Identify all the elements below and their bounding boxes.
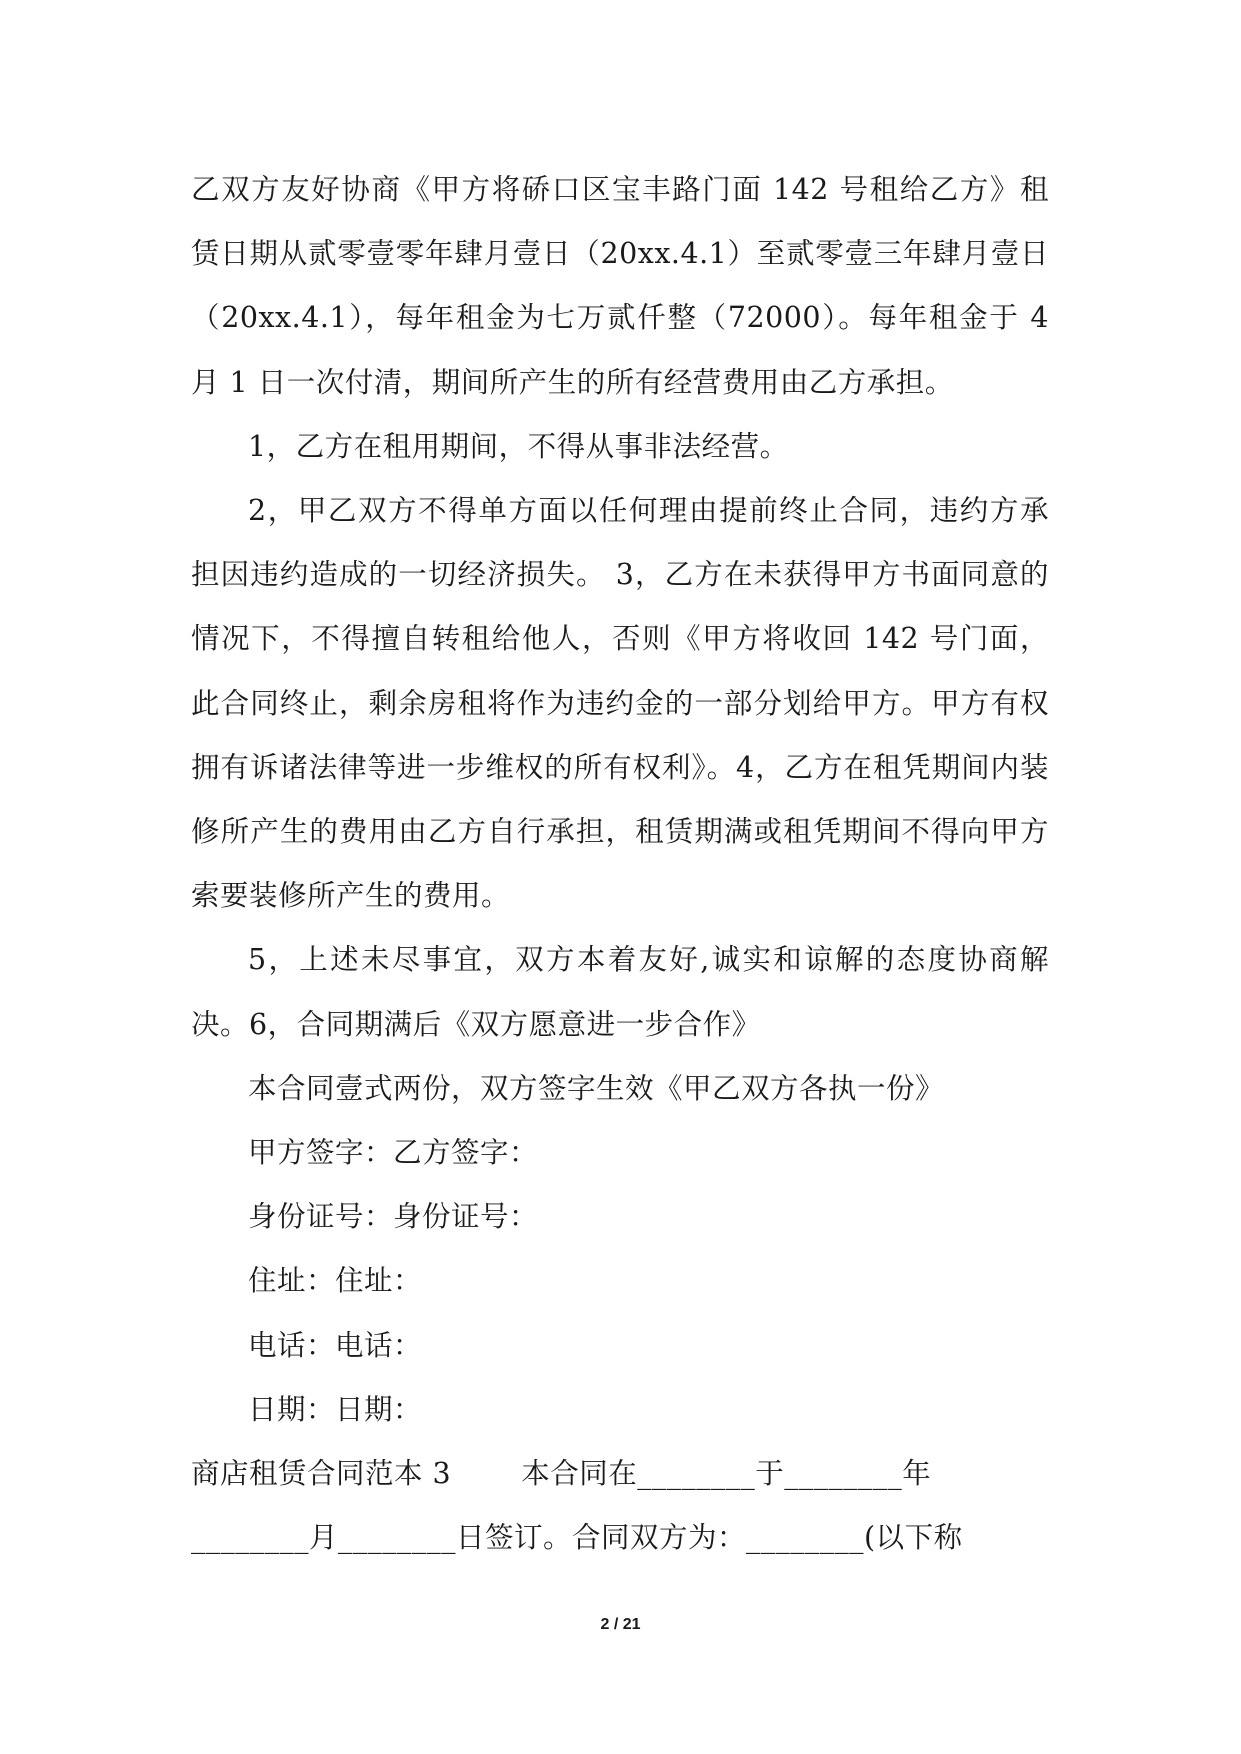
contract-intro-line-2: ________月________日签订。合同双方为：________(以下称	[191, 1521, 963, 1555]
clause-5-6: 5，上述未尽事宜，双方本着友好,诚实和谅解的态度协商解决。6，合同期满后《双方愿意进一步合作》	[191, 943, 1049, 1041]
signature-block	[191, 1057, 1049, 1442]
section-heading: 商店租赁合同范本 3	[191, 1457, 452, 1491]
date-line: 日期：日期：	[248, 1392, 423, 1426]
address-line: 住址：住址：	[248, 1264, 423, 1298]
copies-statement: 本合同壹式两份，双方签字生效《甲乙双方各执一份》	[248, 1071, 945, 1105]
signature-line: 甲方签字：乙方签字：	[248, 1136, 539, 1170]
clause-1: 1，乙方在租用期间，不得从事非法经营。	[248, 429, 789, 463]
document-body	[191, 158, 1049, 1570]
clause-2-3-4: 2，甲乙双方不得单方面以任何理由提前终止合同，违约方承担因违约造成的一切经济损失。 3，乙方在未获得甲方书面同意的情况下，不得擅自转租给他人，否则《甲方将收回 142 号门面，此合同终止，剩余房租将作为违约金的一部分划给甲方。甲方有权拥有诉诸法律等进一步维权的所有权利》。4，乙方在租凭期间内装修所产生的费用由乙方自行承担，租赁期满或租凭期间不得向甲方索要装修所产生的费用。	[191, 494, 1049, 913]
page-number: 2 / 21	[600, 1616, 641, 1633]
phone-line: 电话：电话：	[248, 1328, 423, 1362]
id-number-line: 身份证号：身份证号：	[248, 1200, 539, 1234]
next-section-heading-line	[191, 1442, 1049, 1506]
contract-intro-line-1: 本合同在________于________年	[521, 1457, 932, 1491]
paragraph-lease-terms: 乙双方友好协商《甲方将硚口区宝丰路门面 142 号租给乙方》租赁日期从贰零壹零年肆月壹日（20xx.4.1）至贰零壹三年肆月壹日（20xx.4.1），每年租金为七万贰仟整（72000）。每年租金于 4 月 1 日一次付清，期间所产生的所有经营费用由乙方承担。	[191, 173, 1049, 399]
